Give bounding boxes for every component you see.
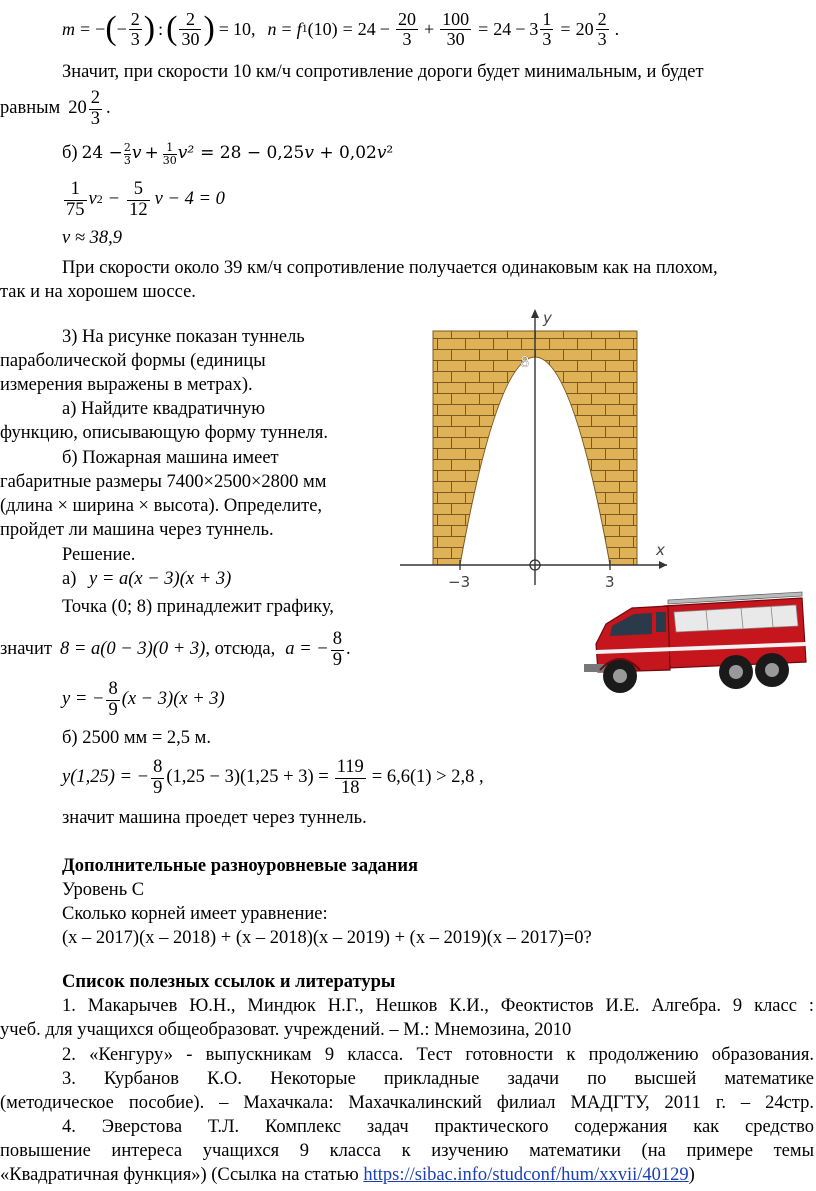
y-formula-lhs: y = − <box>62 689 105 710</box>
paren-open-2: ( <box>166 10 178 47</box>
conclusion-prefix: равным <box>0 98 61 119</box>
ref-3-line-1: 3. Курбанов К.О. Некоторые прикладные задачи по высшей математике <box>62 1069 814 1089</box>
peak-label: 8 <box>520 353 530 371</box>
ref-1-line-2: учеб. для учащихся общеобразоват. учреждений. – М.: Мнемозина, 2010 <box>0 1020 572 1040</box>
quadratic-tail: v − 4 = 0 <box>154 189 225 210</box>
ref-3-line-2: (методическое пособие). – Махачкала: Махачкалинский филиал МАДГТУ, 2011 г. – 24стр. <box>0 1093 814 1113</box>
paren-close-2: ) <box>203 10 215 47</box>
minus-sign: − <box>379 18 390 39</box>
fraction-8-9-calc: $\frac{8}{9}$ <box>153 757 163 798</box>
subst-line <box>0 622 351 678</box>
minus-sign: − <box>95 18 106 39</box>
point-text: Точка (0; 8) принадлежит графику, <box>62 597 334 617</box>
b-conversion: б) 2500 мм = 2,5 м. <box>62 728 212 748</box>
f-argument: (10) <box>307 18 338 39</box>
ref-4-suffix: ) <box>688 1165 695 1185</box>
minus-sign: − <box>515 18 526 39</box>
period: . <box>345 639 351 660</box>
colon-sign: : <box>158 18 164 39</box>
extra-question: Сколько корней имеет уравнение: <box>62 904 328 924</box>
fraction-small-1-30: $\frac{1}{30}$ <box>162 140 177 167</box>
level-label: Уровень С <box>62 880 145 900</box>
y-formula <box>62 676 225 724</box>
fraction-8-9-y: $\frac{8}{9}$ <box>108 679 118 720</box>
fraction-2-30: $\frac{2}{30}$ <box>181 8 200 49</box>
fraction-1-75: $\frac{1}{75}$ <box>66 179 85 220</box>
fire-truck-image <box>576 590 812 700</box>
calc-lhs: y(1,25) = − <box>62 767 150 788</box>
task3-line-2: параболической формы (единицы <box>0 351 266 371</box>
right-root-label: 3 <box>605 573 615 590</box>
term-24: 24 <box>357 18 376 39</box>
calc-tail: = 6,6(1) > 2,8 , <box>371 767 484 788</box>
ref-4-line-2: повышение интереса учащихся 9 класса к изучению математики (на примере темы <box>0 1141 814 1161</box>
x-axis-label: x <box>656 541 665 559</box>
fraction-20-3: $\frac{20}{3}$ <box>397 8 416 49</box>
paren-close: ) <box>143 10 156 47</box>
ref-4-line-3 <box>0 1165 695 1186</box>
part-b-label: б) <box>62 143 78 164</box>
approx-result: v ≈ 38,9 <box>62 228 122 248</box>
task3-line-1: 3) На рисунке показан туннель <box>62 327 305 347</box>
fraction-small-2-3: $\frac{2}{3}$ <box>123 140 131 167</box>
mixed-3-1-3: 3 $\frac{1}{3}$ <box>529 8 552 49</box>
tunnel-figure <box>395 305 675 590</box>
conclusion-line-2 <box>0 86 111 132</box>
minus-sign: − <box>108 189 120 210</box>
task3-line-5: функцию, описывающую форму туннеля. <box>0 423 328 443</box>
f-name: f <box>296 18 302 39</box>
conclusion-line-1: Значит, при скорости 10 км/ч сопротивление дороги будет минимальным, и будет <box>62 62 704 82</box>
m-result: 10 <box>232 18 251 39</box>
fraction-5-12: $\frac{5}{12}$ <box>129 179 148 220</box>
m-variable: m <box>62 18 75 39</box>
ref-4-line-1: 4. Эверстова Т.Л. Комплекс задач практического содержания как средство <box>62 1117 814 1137</box>
n-variable: n <box>267 18 277 39</box>
f-subscript: 1 <box>301 21 308 36</box>
superscript-2: 2 <box>96 192 103 207</box>
paren-open: ( <box>105 10 117 47</box>
solution-label: Решение. <box>62 545 136 565</box>
y-axis-arrow-icon <box>531 309 539 318</box>
solution-a <box>62 569 231 590</box>
period: . <box>614 18 620 39</box>
speed-text-1: При скорости около 39 км/ч сопротивление получается одинаковым как на плохом, <box>62 258 718 278</box>
mixed-20-2-3: 20 $\frac{2}{3}$ <box>575 8 607 49</box>
top-formula <box>62 2 619 56</box>
plus-sign: + <box>423 18 435 39</box>
task3-line-7: габаритные размеры 7400×2500×2800 мм <box>0 472 327 492</box>
refs-heading: Список полезных ссылок и литературы <box>62 972 396 992</box>
extra-equation: (x – 2017)(x – 2018) + (x – 2018)(x – 2019) + (x – 2019)(x – 2017)=0? <box>62 928 592 948</box>
fraction-8-9-a: $\frac{8}{9}$ <box>332 629 342 670</box>
znachit-word: значит <box>0 639 52 660</box>
v-squared: 𝑣² <box>177 143 195 164</box>
calc-middle: (1,25 − 3)(1,25 + 3) = <box>166 767 329 788</box>
task3-line-6: б) Пожарная машина имеет <box>62 448 279 468</box>
otsyuda-word: , отсюда, <box>205 639 276 660</box>
period: . <box>105 98 111 119</box>
fraction-100-30: $\frac{100}{30}$ <box>442 8 470 49</box>
mixed-20-2-3-result: 20 $\frac{2}{3}$ <box>68 88 100 129</box>
subst-formula: 8 = a(0 − 3)(0 + 3) <box>59 639 206 660</box>
left-root-label: −3 <box>448 573 471 590</box>
y-formula-rhs: (x − 3)(x + 3) <box>121 689 225 710</box>
eq-rhs: = 28 − 0,25𝑣 + 0,02𝑣² <box>200 143 394 164</box>
v-variable: v <box>88 189 97 210</box>
v-variable: 𝑣 <box>131 143 142 164</box>
ref-1-line-1: 1. Макарычев Ю.Н., Миндюк Н.Г., Нешков К.И., Феоктистов И.Е. Алгебра. 9 класс : <box>62 996 814 1016</box>
extra-heading: Дополнительные разноуровневые задания <box>62 856 418 876</box>
equals-sign: = <box>478 18 489 39</box>
y-axis-label: y <box>543 309 552 327</box>
a-formula: y = a(x − 3)(x + 3) <box>89 569 232 589</box>
equals-sign: = <box>560 18 571 39</box>
calc-line <box>62 752 484 804</box>
task3-line-8: (длина × ширина × высота). Определите, <box>0 496 323 516</box>
ref-2: 2. «Кенгуру» - выпускникам 9 класса. Тест готовности к продолжению образования. <box>62 1045 814 1065</box>
x-axis-arrow-icon <box>659 561 667 569</box>
article-link[interactable]: https://sibac.info/studconf/hum/xxvii/40129 <box>363 1165 689 1185</box>
task3-conclusion: значит машина проедет через туннель. <box>62 808 367 828</box>
equals-sign: = <box>342 18 353 39</box>
fraction-119-18: $\frac{119}{18}$ <box>336 757 364 798</box>
equals-sign: = <box>80 18 91 39</box>
speed-text-2: так и на хорошем шоссе. <box>0 282 196 302</box>
equals-sign: = <box>218 18 229 39</box>
fraction-2-3: $\frac{2}{3}$ <box>130 8 140 49</box>
quadratic-equation <box>62 176 225 224</box>
task3-line-9: пройдет ли машина через туннель. <box>0 520 274 540</box>
minus-sign: − <box>116 18 127 39</box>
a-label: а) <box>62 569 77 589</box>
task3-line-4: а) Найдите квадратичную <box>62 399 266 419</box>
plus-sign: + <box>144 143 159 164</box>
ref-4-prefix: «Квадратичная функция») (Ссылка на статью <box>0 1165 364 1185</box>
eq-lhs: 24 − <box>81 143 123 164</box>
term-24b: 24 <box>493 18 512 39</box>
equals-sign: = <box>281 18 292 39</box>
task3-line-3: измерения выражены в метрах). <box>0 375 253 395</box>
part-b-equation <box>62 134 393 174</box>
a-value-prefix: a = − <box>285 639 329 660</box>
comma: , <box>250 18 256 39</box>
